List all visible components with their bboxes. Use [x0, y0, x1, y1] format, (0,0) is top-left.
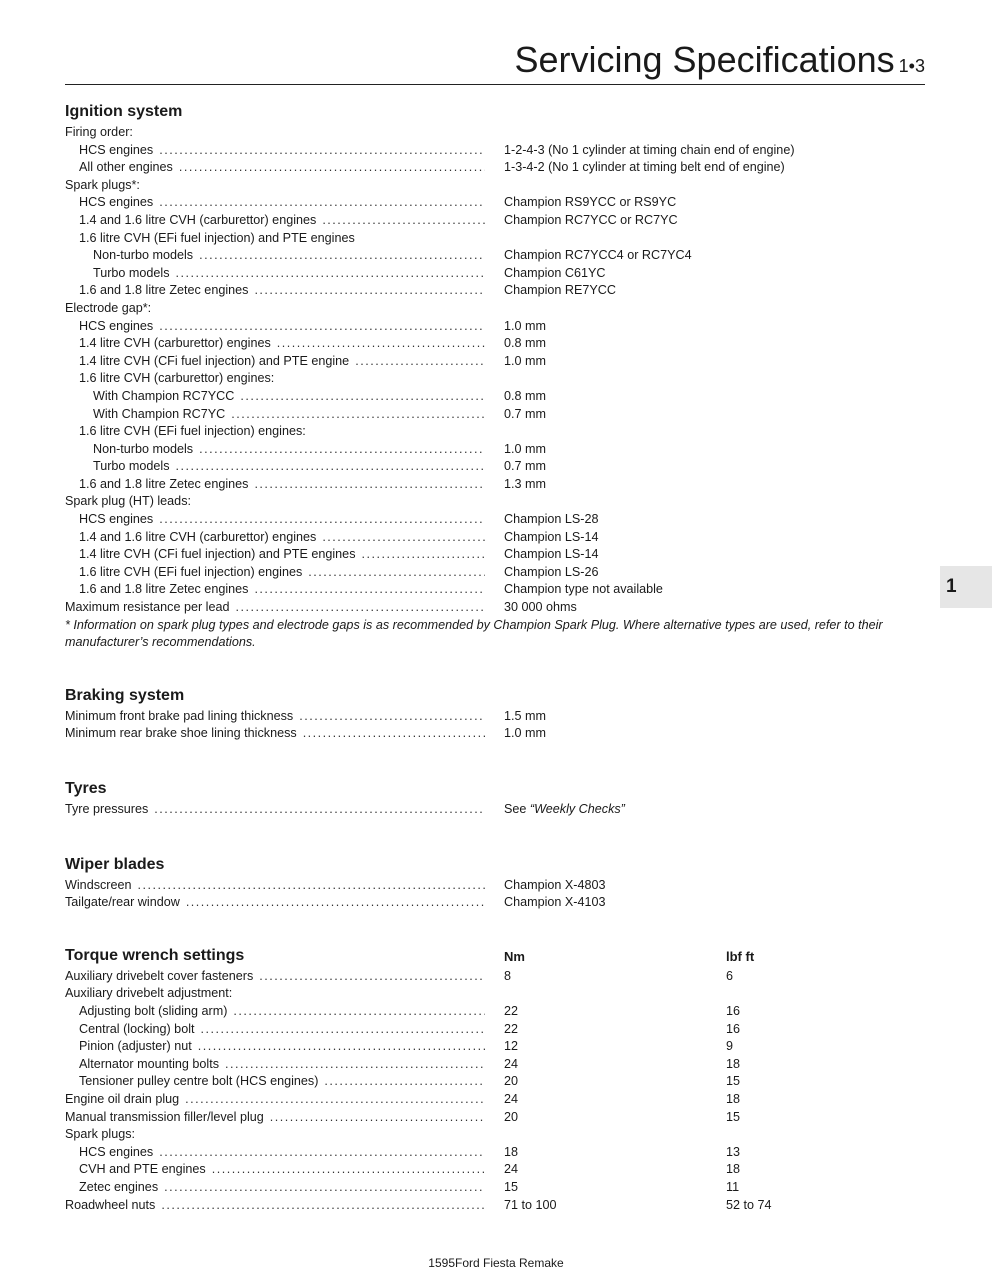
spec-label — [65, 564, 485, 582]
dot-leader — [159, 318, 485, 336]
dot-leader — [355, 353, 485, 371]
spec-value-nm: 71 to 100 — [504, 1197, 557, 1212]
spec-row — [65, 1038, 927, 1056]
spec-row — [65, 708, 927, 726]
spec-label-text: All other engines — [79, 160, 173, 175]
spec-label-text: 1.4 and 1.6 litre CVH (carburettor) engines — [79, 529, 317, 544]
spec-label — [65, 353, 485, 371]
spec-label-text: Minimum rear brake shoe lining thickness — [65, 726, 297, 741]
spec-label-text: Zetec engines — [79, 1179, 159, 1194]
spec-value-value: 1.0 mm — [504, 318, 546, 333]
spec-row — [65, 511, 927, 529]
spec-value-nm: 15 — [504, 1179, 519, 1194]
column-header-lbf: lbf ft — [726, 948, 755, 964]
spec-row — [65, 282, 927, 300]
spec-label — [65, 124, 485, 142]
spec-row — [65, 318, 927, 336]
dot-leader — [179, 159, 485, 177]
dot-leader — [240, 388, 485, 406]
spec-label-text: 1.6 and 1.8 litre Zetec engines — [79, 582, 249, 597]
spec-label — [65, 423, 485, 441]
spec-label — [65, 985, 485, 1003]
spec-value-lbf: 13 — [726, 1144, 741, 1159]
spec-label — [65, 493, 485, 511]
spec-label-text: Spark plugs*: — [65, 177, 140, 192]
spec-label-text: Firing order: — [65, 125, 133, 139]
spec-label-text: 1.6 litre CVH (EFi fuel injection) and PTE engines — [79, 230, 355, 245]
spec-label — [65, 212, 485, 230]
spec-value-value: Champion RC7YCC or RC7YC — [504, 212, 678, 227]
spec-value-nm: 22 — [504, 1003, 519, 1018]
spec-label — [65, 265, 485, 283]
spec-value-nm: 20 — [504, 1074, 519, 1089]
spec-row — [65, 423, 927, 441]
spec-value — [504, 801, 924, 819]
spec-row — [65, 546, 927, 564]
spec-row — [65, 985, 927, 1003]
spec-label — [65, 370, 485, 388]
section-title: Braking system — [65, 686, 185, 704]
dot-leader — [199, 441, 485, 459]
spec-label — [65, 282, 485, 300]
dot-leader — [159, 194, 485, 212]
spec-value-value: 30 000 ohms — [504, 600, 577, 615]
dot-leader — [270, 1109, 485, 1127]
spec-label-text: CVH and PTE engines — [79, 1162, 206, 1177]
spec-label-text: Spark plug (HT) leads: — [65, 494, 191, 509]
dot-leader — [254, 581, 485, 599]
spec-value-value: 1.5 mm — [504, 708, 546, 723]
page-footer: 1595Ford Fiesta Remake — [428, 1256, 564, 1270]
spec-label-text: Electrode gap*: — [65, 300, 152, 315]
spec-row — [65, 1091, 927, 1109]
spec-row — [65, 725, 927, 743]
spec-label-text: Engine oil drain plug — [65, 1091, 180, 1106]
dot-leader — [176, 458, 485, 476]
dot-leader — [185, 1091, 485, 1109]
spec-row — [65, 581, 927, 599]
spec-value-value: 0.8 mm — [504, 388, 546, 403]
spec-label-text: Spark plugs: — [65, 1127, 136, 1142]
spec-label-text: HCS engines — [79, 142, 154, 157]
spec-label-text: Central (locking) bolt — [79, 1021, 195, 1036]
spec-value-value — [504, 423, 924, 441]
page-header — [65, 38, 925, 85]
spec-value-value — [504, 230, 924, 248]
spec-label — [65, 1144, 485, 1162]
spec-value-value: Champion X-4803 — [504, 877, 606, 892]
spec-value-value: 1.3 mm — [504, 476, 546, 491]
spec-row — [65, 476, 927, 494]
spec-label — [65, 1056, 485, 1074]
spec-label — [65, 581, 485, 599]
spec-value-value: Champion type not available — [504, 582, 663, 597]
spec-label — [65, 1197, 485, 1215]
dot-leader — [186, 894, 485, 912]
section-title: Wiper blades — [65, 855, 165, 873]
spec-label-text: 1.6 and 1.8 litre Zetec engines — [79, 283, 249, 298]
spec-value-value: 1.0 mm — [504, 441, 546, 456]
spec-value-value — [504, 300, 924, 318]
spec-label-text: With Champion RC7YC — [93, 406, 226, 421]
spec-label — [65, 1003, 485, 1021]
spec-value-nm — [504, 1126, 726, 1144]
section-title: Torque wrench settings — [65, 946, 245, 964]
dot-leader — [254, 476, 485, 494]
spec-label — [65, 177, 485, 195]
spec-value-lbf: 11 — [726, 1179, 740, 1194]
spec-label-text: Adjusting bolt (sliding arm) — [79, 1003, 228, 1018]
spec-row — [65, 388, 927, 406]
spec-value-nm — [504, 985, 726, 1003]
dot-leader — [161, 1197, 485, 1215]
spec-label-text: HCS engines — [79, 512, 154, 527]
dot-leader — [259, 968, 485, 986]
spec-label-text: Non-turbo models — [93, 248, 194, 263]
spec-value-lbf: 15 — [726, 1109, 741, 1124]
spec-label — [65, 877, 485, 895]
spec-value-nm: 18 — [504, 1144, 519, 1159]
page-title — [514, 38, 925, 88]
spec-value-value: 0.7 mm — [504, 406, 546, 421]
dot-leader — [303, 725, 485, 743]
spec-value-italic: “Weekly Checks” — [529, 802, 625, 816]
spec-row — [65, 564, 927, 582]
spec-row — [65, 599, 927, 617]
spec-label — [65, 247, 485, 265]
dot-leader — [235, 599, 485, 617]
spec-value-value: Champion X-4103 — [504, 895, 606, 910]
spec-label — [65, 968, 485, 986]
spec-row — [65, 493, 927, 511]
spec-value-nm: 24 — [504, 1162, 519, 1177]
spec-label-text: Turbo models — [93, 265, 170, 280]
dot-leader — [233, 1003, 485, 1021]
spec-value-value: Champion LS-14 — [504, 529, 599, 544]
column-header-nm: Nm — [504, 948, 525, 964]
spec-label — [65, 801, 485, 819]
spec-row — [65, 177, 927, 195]
dot-leader — [198, 1038, 485, 1056]
spec-value-value: Champion RS9YCC or RS9YC — [504, 195, 677, 210]
spec-row — [65, 335, 927, 353]
ignition-section — [65, 96, 927, 652]
spec-label — [65, 441, 485, 459]
spec-label-text: With Champion RC7YCC — [93, 388, 235, 403]
spec-label-text: Manual transmission filler/level plug — [65, 1109, 264, 1124]
spec-label — [65, 1179, 485, 1197]
spec-label — [65, 318, 485, 336]
spec-value-value: 1.0 mm — [504, 353, 546, 368]
dot-leader — [154, 801, 485, 819]
spec-label-text: HCS engines — [79, 318, 154, 333]
spec-row — [65, 406, 927, 424]
spec-label-text: 1.4 litre CVH (carburettor) engines — [79, 336, 271, 351]
spec-label-text: Pinion (adjuster) nut — [79, 1039, 192, 1054]
spec-label — [65, 406, 485, 424]
spec-value-value: Champion LS-26 — [504, 564, 599, 579]
spec-value-value — [504, 177, 924, 195]
spec-value-value: 1-3-4-2 (No 1 cylinder at timing belt end of engine) — [504, 160, 785, 175]
torque-section — [65, 940, 927, 1214]
spec-value-lbf: 18 — [726, 1162, 741, 1177]
spec-value-lbf: 9 — [726, 1039, 734, 1054]
spec-label — [65, 300, 485, 318]
spec-value-lbf: 52 to 74 — [726, 1197, 772, 1212]
page-number: 1•3 — [898, 56, 925, 76]
spec-row — [65, 265, 927, 283]
spec-label — [65, 725, 485, 743]
spec-label-text: 1.4 litre CVH (CFi fuel injection) and PTE engines — [79, 547, 356, 562]
dot-leader — [212, 1161, 485, 1179]
spec-row — [65, 353, 927, 371]
spec-label — [65, 458, 485, 476]
wiper-section — [65, 849, 927, 912]
spec-value-nm: 24 — [504, 1056, 519, 1071]
spec-label-text: Turbo models — [93, 459, 170, 474]
dot-leader — [362, 546, 486, 564]
spec-value-value: Champion RE7YCC — [504, 283, 616, 298]
spec-row — [65, 230, 927, 248]
spec-label — [65, 1073, 485, 1091]
spec-row — [65, 300, 927, 318]
spec-label — [65, 1038, 485, 1056]
spec-row — [65, 458, 927, 476]
spec-row — [65, 212, 927, 230]
dot-leader — [231, 406, 485, 424]
spec-value-lbf: 18 — [726, 1091, 741, 1106]
spec-label — [65, 335, 485, 353]
spec-value-value: 0.7 mm — [504, 459, 546, 474]
dot-leader — [324, 1073, 485, 1091]
spec-label-text: 1.6 litre CVH (EFi fuel injection) engines — [79, 564, 303, 579]
dot-leader — [159, 1144, 485, 1162]
spec-label-text: 1.4 and 1.6 litre CVH (carburettor) engines — [79, 212, 317, 227]
spec-row — [65, 159, 927, 177]
spec-row — [65, 124, 927, 142]
section-title: Tyres — [65, 780, 107, 797]
spec-label — [65, 1109, 485, 1127]
spec-row — [65, 877, 927, 895]
spec-row — [65, 1144, 927, 1162]
dot-leader — [299, 708, 485, 726]
spec-row — [65, 1003, 927, 1021]
dot-leader — [159, 511, 485, 529]
spec-row — [65, 1197, 927, 1215]
dot-leader — [159, 142, 485, 160]
spec-label-text: Tyre pressures — [65, 802, 149, 816]
dot-leader — [176, 265, 485, 283]
dot-leader — [322, 529, 485, 547]
spec-label — [65, 142, 485, 160]
spec-label-text: Auxiliary drivebelt adjustment: — [65, 986, 233, 1001]
spec-row — [65, 370, 927, 388]
footnote: * Information on spark plug types and electrode gaps is as recommended by Champion Spark Plug. Where alternative types are used, refer to their manufacturer’s recommendations. — [65, 617, 883, 650]
spec-label-text: HCS engines — [79, 1144, 154, 1159]
spec-value-prefix: See — [504, 802, 530, 816]
spec-label-text: Roadwheel nuts — [65, 1197, 156, 1212]
spec-label-text: Tensioner pulley centre bolt (HCS engines) — [79, 1074, 319, 1089]
spec-value-nm: 12 — [504, 1039, 519, 1054]
spec-row — [65, 894, 927, 912]
spec-value-lbf: 18 — [726, 1056, 741, 1071]
dot-leader — [322, 212, 485, 230]
spec-value-lbf: 16 — [726, 1021, 741, 1036]
spec-value-nm: 24 — [504, 1091, 519, 1106]
spec-row — [65, 194, 927, 212]
spec-label-text: 1.4 litre CVH (CFi fuel injection) and PTE engine — [79, 353, 350, 368]
spec-value-nm: 8 — [504, 968, 512, 983]
spec-label-text: Tailgate/rear window — [65, 895, 180, 910]
spec-label — [65, 159, 485, 177]
spec-value-value: 1.0 mm — [504, 726, 546, 741]
spec-row — [65, 247, 927, 265]
spec-value-value — [504, 493, 924, 511]
dot-leader — [277, 335, 485, 353]
spec-row — [65, 1126, 927, 1144]
spec-label-text: Auxiliary drivebelt cover fasteners — [65, 968, 254, 983]
spec-row — [65, 1161, 927, 1179]
spec-row — [65, 142, 927, 160]
spec-label-text: 1.6 litre CVH (carburettor) engines: — [79, 371, 275, 386]
spec-label — [65, 1091, 485, 1109]
spec-row — [65, 441, 927, 459]
spec-label — [65, 599, 485, 617]
spec-label — [65, 194, 485, 212]
spec-content — [65, 96, 927, 1234]
dot-leader — [225, 1056, 485, 1074]
spec-label-text: 1.6 and 1.8 litre Zetec engines — [79, 476, 249, 491]
spec-label — [65, 1126, 485, 1144]
dot-leader — [199, 247, 485, 265]
spec-label — [65, 476, 485, 494]
spec-label-text: 1.6 litre CVH (EFi fuel injection) engines: — [79, 424, 306, 439]
spec-label — [65, 708, 485, 726]
dot-leader — [164, 1179, 485, 1197]
chapter-tab: 1 — [940, 566, 992, 608]
spec-label — [65, 1161, 485, 1179]
spec-value-lbf: 15 — [726, 1074, 741, 1089]
dot-leader — [308, 564, 485, 582]
spec-label — [65, 230, 485, 248]
dot-leader — [254, 282, 485, 300]
spec-value-value — [504, 124, 924, 142]
spec-label — [65, 511, 485, 529]
spec-label — [65, 1021, 485, 1039]
spec-value-value: Champion RC7YCC4 or RC7YC4 — [504, 248, 692, 263]
spec-value-lbf: 6 — [726, 968, 734, 983]
spec-label-text: Non-turbo models — [93, 441, 194, 456]
spec-row — [65, 1073, 927, 1091]
spec-value-value: Champion C61YC — [504, 265, 606, 280]
spec-row — [65, 968, 927, 986]
spec-value-lbf: 16 — [726, 1003, 741, 1018]
spec-label — [65, 388, 485, 406]
spec-label-text: Alternator mounting bolts — [79, 1056, 220, 1071]
tyres-section — [65, 773, 927, 819]
page-title-text: Servicing Specifications — [514, 39, 895, 80]
dot-leader — [138, 877, 486, 895]
spec-row — [65, 1021, 927, 1039]
spec-value-nm: 20 — [504, 1109, 519, 1124]
spec-label-text: HCS engines — [79, 195, 154, 210]
spec-row — [65, 801, 927, 819]
spec-label-text: Windscreen — [65, 877, 132, 892]
spec-value-value: Champion LS-14 — [504, 547, 599, 562]
spec-value-value: 1-2-4-3 (No 1 cylinder at timing chain end of engine) — [504, 142, 795, 157]
spec-row — [65, 529, 927, 547]
spec-value-nm: 22 — [504, 1021, 519, 1036]
spec-label-text: Maximum resistance per lead — [65, 600, 230, 615]
spec-label — [65, 529, 485, 547]
spec-label — [65, 894, 485, 912]
section-title: Ignition system — [65, 103, 183, 120]
spec-value-value: Champion LS-28 — [504, 512, 599, 527]
spec-row — [65, 1056, 927, 1074]
spec-row — [65, 1179, 927, 1197]
spec-label-text: Minimum front brake pad lining thickness — [65, 708, 294, 723]
dot-leader — [201, 1021, 486, 1039]
braking-section — [65, 680, 927, 743]
spec-row — [65, 1109, 927, 1127]
spec-label — [65, 546, 485, 564]
spec-value-value: 0.8 mm — [504, 336, 546, 351]
spec-value-value — [504, 370, 924, 388]
